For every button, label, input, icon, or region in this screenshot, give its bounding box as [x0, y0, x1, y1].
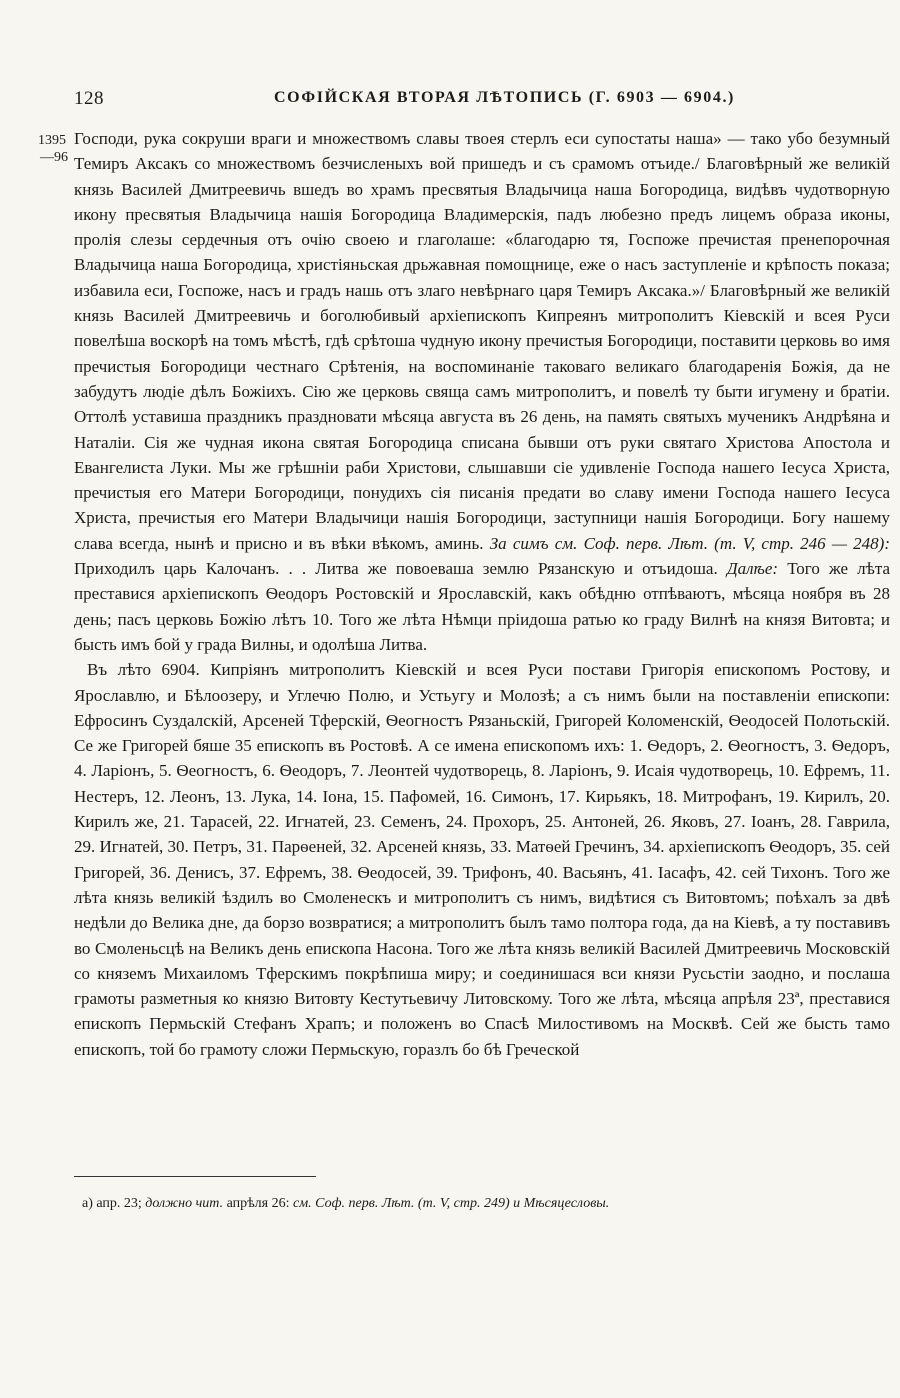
footnote-mid: апрѣля 26:	[226, 1196, 290, 1211]
main-text	[74, 126, 890, 1062]
footnote-mark: а) апр. 23;	[82, 1196, 142, 1211]
paragraph-1-end: Того же лѣта преставися архіепископъ Ѳеодоръ Ростовскій и Ярославскій, какъ обѣдню отпѣваютъ, мѣсяца ноября въ 28 день; пасъ церковь Божію лѣтъ 10. Того же лѣта Нѣмци пріидоша ратью ко граду Вилнѣ на князя Витовта; и бысть имъ бой у града Вилны, и одолѣша Литва.	[74, 559, 891, 654]
footnote	[82, 1196, 882, 1212]
paragraph-1-further: Далѣе:	[726, 559, 779, 579]
footnote-italic-1: должно чит.	[145, 1196, 224, 1211]
paragraph-1-reference: За симъ см. Соф. перв. Лѣт. (т. V, стр. 246 — 248):	[489, 533, 891, 553]
footnote-divider	[74, 1176, 316, 1177]
paragraph-1-text: Господи, рука сокруши враги и множествомъ славы твоея стерлъ еси супостаты наша» — тако убо безумный Темиръ Аксакъ со множествомъ безчисленыхъ вой пришедъ и съ срамомъ отъиде./ Благовѣрный же великій князь Василей Дмитреевичь вшедъ во храмъ пресвятыя Владычица наша Богородица, видѣвъ чудотворную икону пресвятыя Владычица нашія Богородица Владимерскія, падъ любезно предъ лицемъ образа иконы, пролія слезы сердечныя отъ очію своею и глаголаше: «благодарю тя, Госпоже пречистая пренепорочная Владычица наша Богородица, христіяньская дрьжавная помощнице, еже о насъ заступленіе и крѣпость показа; избавила еси, Госпоже, насъ и градъ нашь отъ злаго невѣрнаго царя Темиръ Аксака.»/ Благовѣрный же великій князь Василей Дмитреевичь и боголюбивый архіепископъ Кипреянъ митрополитъ Кіевскій и всея Руси повелѣша воскорѣ на томъ мѣстѣ, гдѣ срѣтоша чудную икону пречистыя Богородици, поставити церковь во имя пречистыя Богородици честнаго Срѣтенія, на воспоминаніе таковаго великаго благодаренія Божія, да не забудутъ людіе дѣлъ Божіихъ. Сію же церковь свяща самъ митрополитъ, и повелѣ ту быти игумену и братіи. Оттолѣ уставиша праздникъ праздновати мѣсяца августа въ 26 день, на память святыхъ мученикъ Андрѣяна и Наталіи. Сія же чудная икона святая Богородица списана бывши отъ руки святаго Христова Апостола и Евангелиста Луки. Мы же грѣшніи раби Христови, слышавши сіе удивленіе Господа нашего Іесуса Христа, пречистыя его Матери Богородици, понудихъ сія писанія предати во славу имени Господа нашего Іесуса Христа, пречистыя его Матери Владычици нашія Богородици, заступници нашія Богородици. Богу нашему слава всегда, нынѣ и присно и въ вѣки вѣкомъ, аминь.	[74, 129, 890, 553]
paragraph-1-continuation: Приходилъ царь Калочанъ. . . Литва же повоеваша землю Рязанскую и отъидоша.	[74, 559, 718, 579]
running-title: СОФІЙСКАЯ ВТОРАЯ ЛѢТОПИСЬ (Г. 6903 — 6904.)	[274, 89, 735, 106]
footnote-italic-2: см. Соф. перв. Лѣт. (т. V, стр. 249) и Мѣсяцесловы.	[293, 1196, 610, 1211]
margin-year-bottom: —96	[40, 150, 68, 165]
page-number: 128	[74, 88, 104, 109]
paragraph-2: Въ лѣто 6904. Кипріянъ митрополитъ Кіевскій и всея Руси постави Григорія епископомъ Ростову, и Ярославлю, и Бѣлоозеру, и Углечю Полю, и Устьугу и Молозѣ; а съ нимъ были на поставленіи епископи: Ефросинъ Суздалскій, Арсеней Тферскій, Ѳеогностъ Рязаньскій, Григорей Коломенскій, Ѳеодосей Полотьскій. Се же Григорей бяше 35 епископъ въ Ростовѣ. А се имена епископомъ ихъ: 1. Ѳедоръ, 2. Ѳеогностъ, 3. Ѳедоръ, 4. Ларіонъ, 5. Ѳеогностъ, 6. Ѳеодоръ, 7. Леонтей чудотворець, 8. Ларіонъ, 9. Исаія чудотворець, 10. Ефремъ, 11. Нестеръ, 12. Леонъ, 13. Лука, 14. Іона, 15. Пафомей, 16. Симонъ, 17. Кирьякъ, 18. Митрофанъ, 19. Кирилъ, 20. Кирилъ же, 21. Тарасей, 22. Игнатей, 23. Семенъ, 24. Прохоръ, 25. Антоней, 26. Яковъ, 27. Іоанъ, 28. Гаврила, 29. Игнатей, 30. Петръ, 31. Парѳеней, 32. Арсеней князь, 33. Матѳей Гречинъ, 34. архіепископъ Ѳеодоръ, 35. сей Григорей, 36. Денисъ, 37. Ефремъ, 38. Ѳеодосей, 39. Трифонъ, 40. Васьянъ, 41. Іасафъ, 42. сей Тихонъ. Того же лѣта князь великій ѣздилъ во Смоленескъ и митрополитъ съ нимъ, видѣтися съ Витовтомъ; поѣхалъ за двѣ недѣли до Велика дне, да борзо возвратися; а митрополитъ былъ тамо полтора года, да на Кіевѣ, а ту поставивъ во Смоленьсцѣ на Великъ день епископа Насона. Того же лѣта князь великій Василей Дмитреевичь Московскій со княземъ Михаиломъ Тферскимъ покрѣпиша миру; и соединишася вси князи Русьстіи заодно, и послаша грамоты разметныя ко князю Витовту Кестутьевичу Литовскому. Того же лѣта, мѣсяца апрѣля 23ª, преставися епископъ Пермьскій Стефанъ Храпъ; и положенъ во Спасѣ Милостивомъ на Москвѣ. Сей же бысть тамо епископъ, той бо грамоту сложи Пермьскую, горазлъ бо бѣ Греческой	[74, 660, 890, 1059]
page-header	[74, 88, 900, 112]
margin-year-top: 1395	[38, 133, 66, 148]
paragraph-1	[74, 126, 890, 657]
